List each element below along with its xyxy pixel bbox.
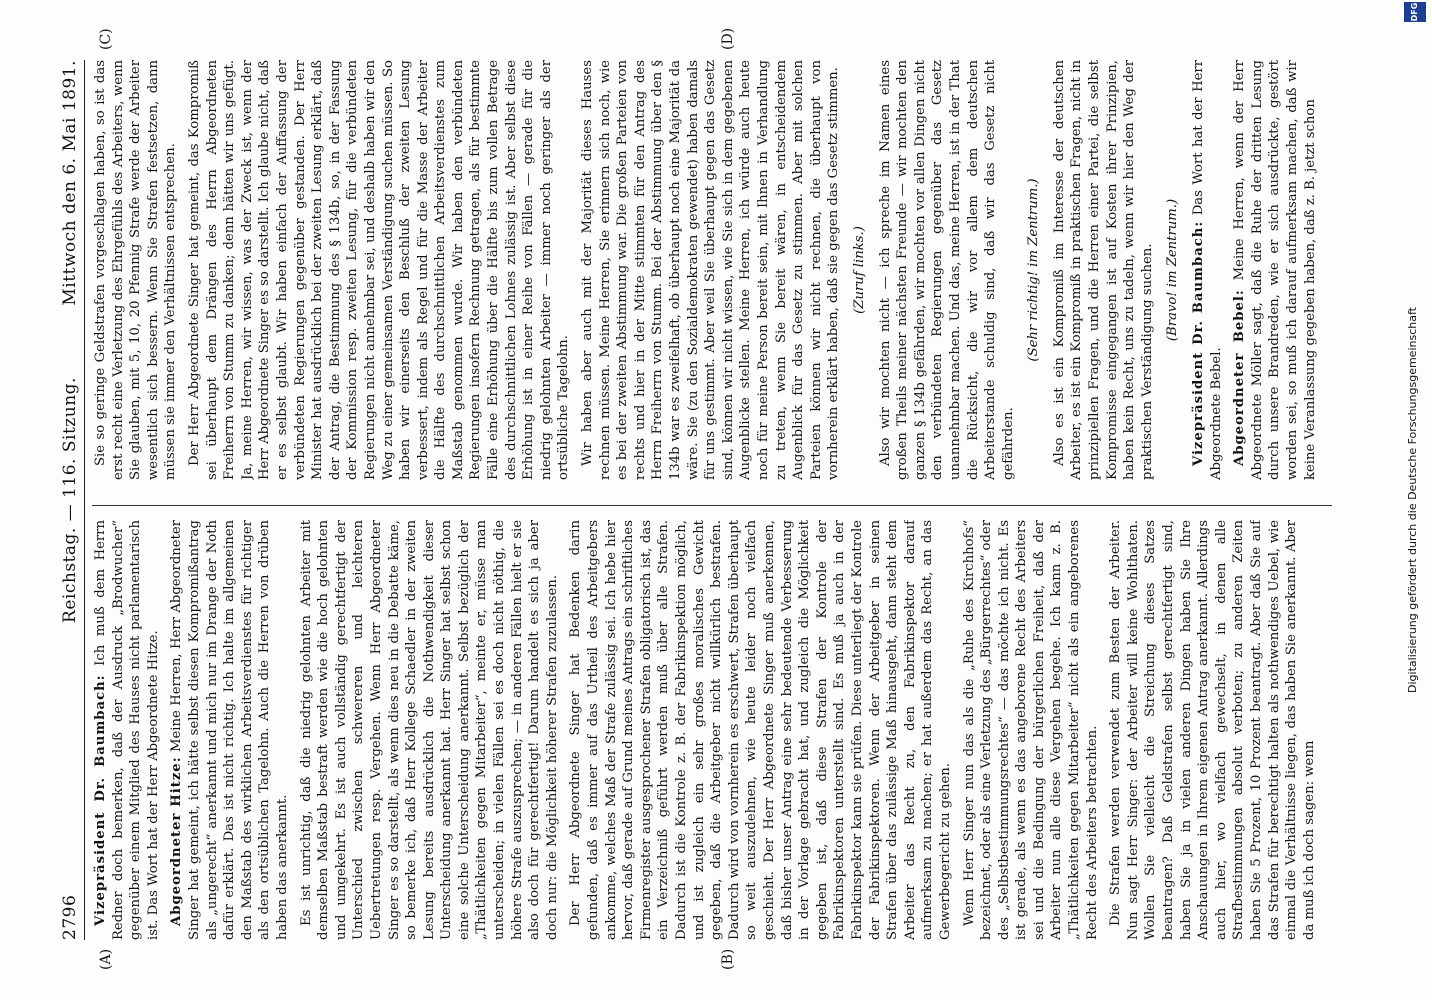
margin-mark-b: (B)	[720, 948, 736, 970]
paragraph-text: Die Strafen werden verwendet zum Besten der Arbeiter. Nun sagt Herr Singer: der Arbeiter will keine Wohlthaten. Wollen Sie vielleicht die Streichung dieses Satzes beantragen? Daß Geldstrafen selbst gerechtfertigt sind, haben Sie ja in vielen anderen Dingen haben Sie Ihre Anschauungen in Ihrem eigenen Antrag anerkannt. Allerdings auch hier, wo vielfach gewechselt, in denen alle Strafbestimmungen absolut verboten; zu anderen Zeiten haben Sie 5 Prozent, 10 Prozent beantragt. Aber daß Sie auf das Strafen für berechtigt halten als nothwendiges Uebel, wie einmal die Verhältnisse liegen, das haben Sie anerkannt. Aber da muß ich doch sagen: wenn	[1108, 520, 1317, 940]
paragraph-text: Meine Herren, Herr Abgeordneter Singer hat gemeint, ich hätte selbst diesen Kompromißantrag als „ungerecht“ anerkannt und mich nur im Drange der Noth dafür erklärt. Das ist nicht richtig. Ich halte im allgemeinen den Maßstab des wirklichen Arbeitsverdienstes für richtiger als den ortsüblichen Tagelohn. Auch die Herren von drüben haben das anerkannt.	[169, 520, 290, 940]
paragraph	[1051, 60, 1157, 480]
paragraph-text: Der Herr Abgeordnete Singer hat Bedenken darin gefunden, daß es immer auf das Urtheil des Arbeitgebers ankomme, welches Maß der Strafe zulässig sei. Ich hebe hier hervor, daß gerade auf Grund meines Antrags ein schriftliches Firmenregister ausgesprochener Strafen obligatorisch ist, das ein Verzeichniß geführt werden muß über alle Strafen. Dadurch ist die Kontrole z. B. der Fabrikinspektion möglich, und ist zugleich ein sehr großes moralisches Gewicht gegeben, daß die Arbeitgeber nicht willkürlich bestrafen. Dadurch wird von vornherein es erschwert, Strafen überhaupt so weit auszudehnen, wie heute leider noch vielfach geschieht. Der Herr Abgeordnete Singer muß anerkennen, daß bisher unser Antrag eine sehr bedeutende Verbesserung in der Vorlage gebracht hat, und zugleich die Möglichkeit gegeben ist, daß diese Strafen der Kontrole der Fabrikinspektoren unterstellt sind. Es muß ja auch in der Fabrikinspektor kann sie prüfen. Diese unterliegt der Kontrole der Fabrikinspektoren. Wenn der Arbeitgeber in seinen Strafen über das zulässige Maß hinausgeht, dann steht dem Arbeiter das Recht zu, den Fabrikinspektor darauf aufmerksam zu machen; er hat außerdem das Recht, an das Gewerbegericht zu gehen.	[568, 520, 953, 940]
paragraph-text: Ich muß dem Herrn Redner doch bemerken, daß der Ausdruck „Brodwucher“ gegenüber einem Mitglied des Hauses nicht parlamentarisch ist. Das Wort hat der Herr Abgeordnete Hitze.	[93, 520, 161, 940]
paragraph	[186, 60, 573, 480]
speaker-name: Vizepräsident Dr. Baumbach:	[1191, 220, 1207, 466]
paragraph	[298, 520, 562, 940]
margin-mark-a: (A)	[98, 948, 114, 970]
paragraph-text: Also es ist ein Kompromiß im Interesse der deutschen Arbeiter, es ist ein Kompromiß in praktischen Fragen, nicht in prinzipiellen Fragen, und die Herren einer Partei, die selbst Kompromisse eingegangen ist auf Kosten ihrer Prinzipien, haben kein Recht, uns zu tadeln, wenn wir hier den Weg der praktischen Verständigung suchen.	[1051, 60, 1155, 480]
margin-mark-d: (D)	[720, 27, 736, 50]
paragraph	[1190, 60, 1225, 480]
page-number: 2796	[60, 894, 80, 940]
speaker-name: Vizepräsident Dr. Baumbach:	[93, 674, 108, 926]
paragraph-text: Meine Herren, wenn der Herr Abgeordnete Möller sagt, daß die Ruhe der dritten Lesung durch unsere Brandreden, wie er sich ausdrückte, gestört worden sei, so muß ich darauf aufmerksam machen, daß wir keine Veranlassung gegeben haben, daß z. B. jetzt schon	[1232, 60, 1318, 480]
paragraph	[92, 60, 180, 480]
interjection	[1164, 60, 1182, 480]
speaker-name: Abgeordneter Bebel:	[1232, 289, 1248, 466]
margin-mark-c: (C)	[98, 28, 114, 50]
paragraph-text: (Zuruf links.)	[851, 226, 867, 314]
paragraph-text: (Bravo! im Zentrum.)	[1165, 198, 1181, 342]
paragraph	[877, 60, 1018, 480]
session-title: Reichstag. — 116. Sitzung.	[60, 377, 80, 623]
paragraph-text: Wenn Herr Singer nun das als die „Ruhe des Kirchhofs“ bezeichnet, oder als eine Verletzung des „Bürgerrechtes“ oder des „Selbstbestimmungsrechtes“ — das möchte ich nicht. Es ist gerade, als wenn es das angeborene Recht des Arbeiters sei und die Bedingung der bürgerlichen Freiheit, daß der Arbeiter nun alle diese Vergehen begehe. Ich kann z. B. „Thätlichkeiten gegen Mitarbeiter“ nicht als ein angeborenes Recht des Arbeiters betrachten.	[961, 520, 1100, 940]
paragraph-text: Also wir mochten nicht — ich spreche im Namen eines großen Theils meiner nächsten Freunde — wir mochten den ganzen § 134b gefährden, wir mochten vor allen Dingen nicht den verbündeten Regierungen gegenüber das Gesetz unannehmbar machen. Und das, meine Herren, ist in der That die Rücksicht, die wir vor allem dem deutschen Arbeiterstande schuldig sind, daß wir das Gesetz nicht gefährden.	[877, 60, 1016, 480]
paragraph-text: Wir haben aber auch mit der Majorität dieses Hauses rechnen müssen. Meine Herren, Sie erinnern sich noch, wie es bei der zweiten Abstimmung war. Die großen Parteien von rechts und hier in der Mitte stimmten für den Antrag des Herrn Freiherrn von Stumm. Bei der Abstimmung über den § 134b war es zweifelhaft, ob überhaupt noch eine Majorität da wäre. Sie (zu den Sozialdemokraten gewendet) haben damals für uns gestimmt. Aber weil Sie überhaupt gegen das Gesetz sind, können wir nicht wissen, wie Sie sich in dem gegebenen Augenblicke stellen. Meine Herren, ich würde auch heute noch für meine Person bereit sein, mit Ihnen in Verhandlung zu treten, wenn Sie bereit wären, in entscheidendem Augenblick für das Gesetz zu stimmen. Aber mit solchen Parteien können wir nicht rechnen, die überhaupt von vornherein erklärt haben, daß sie gegen das Gesetz stimmen.	[580, 60, 842, 480]
paragraph	[1231, 60, 1319, 480]
interjection	[851, 60, 869, 480]
interjection	[1025, 60, 1043, 480]
paragraph-text: (Sehr richtig! im Zentrum.)	[1026, 178, 1042, 362]
paragraph	[1107, 520, 1318, 940]
speaker-name: Abgeordneter Hitze:	[169, 756, 185, 926]
paragraph-text: Der Herr Abgeordnete Singer hat gemeint, das Kompromiß sei überhaupt dem Drängen des Herrn Abgeordneten Freiherrn von Stumm zu danken; denn hätten wir uns gefügt. Ja, meine Herren, wir wissen, was der Zweck ist, wenn der Herr Abgeordnete Singer es so darstellt. Ich glaube nicht, daß er es selbst glaubt. Wir haben einfach der Auffassung der verbündeten Regierungen gegenüber gestanden. Der Herr Minister hat ausdrücklich bei der zweiten Lesung erklärt, daß der Antrag, die Bestimmung des § 134b, so, in der Fassung der Kommission resp. zweiten Lesung, für die verbündeten Regierungen nicht annehmbar sei, und deshalb haben wir den Weg zu einer gemeinsamen Verständigung suchen müssen. So haben wir einerseits den Beschluß der zweiten Lesung verbessert, indem als Regel und für die Masse der Arbeiter die Hälfte des durchschnittlichen Arbeitsverdienstes zum Maßstab genommen wurde. Wir haben den verbündeten Regierungen insofern Rechnung getragen, als für bestimmte Fälle eine Erhöhung über die Hälfte bis zum vollen Betrage des durchschnittlichen Lohnes zulässig ist. Aber selbst diese Erhöhung ist in einer Reihe von Fällen — gerade für die niedrig gelohnten Arbeiter — immer noch geringer als der ortsübliche Tagelohn.	[186, 60, 572, 480]
page-header	[56, 60, 85, 940]
dfg-logo: DFG	[1404, 2, 1426, 22]
paragraph	[579, 60, 843, 480]
paragraph	[567, 520, 954, 940]
paragraph	[92, 520, 162, 940]
paragraph-text: Es ist unrichtig, daß die niedrig gelohnten Arbeiter mit demselben Maßstab bestraft werden wie die hoch gelohnten und umgekehrt. Es ist auch vollständig gerechtfertigt der Unterschied zwischen schwereren und leichteren Uebertretungen resp. Vergehen. Wenn Herr Abgeordneter Singer es so darstellt, als wenn dies neu in die Debatte käme, so bemerke ich, daß Herr Kollege Schaedler in der zweiten Lesung bereits ausdrücklich die Nothwendigkeit dieser Unterscheidung anerkannt hat. Herr Singer hat selbst schon eine solche Unterscheidung anerkannt. Selbst bezüglich der „Thätlichkeiten gegen Mitarbeiter“, meinte er, müsse man unterscheiden; in vielen Fällen sei es doch nicht nöthig, die höhere Strafe auszusprechen; — in anderen Fällen hielt er sie also doch für gerechtfertigt! Darum handelt es sich ja aber doch nur: die Möglichkeit höherer Strafen zuzulassen.	[298, 520, 560, 940]
paragraph-text: Sie so geringe Geldstrafen vorgeschlagen haben, so ist das erst recht eine Verletzung des Ehrgefühls des Arbeiters, wenn Sie glauben, mit 5, 10, 20 Pfennig Strafe werde der Arbeiter wesentlich sich bessern. Wenn Sie Strafen festsetzen, dann müssen sie immer den Verhältnissen entsprechen.	[93, 60, 179, 480]
column-divider	[92, 505, 1332, 506]
paragraph	[168, 520, 291, 940]
paragraph-text: Das Wort hat der Herr Abgeordnete Bebel.	[1191, 60, 1224, 480]
left-text-column	[92, 520, 1332, 940]
session-date: Mittwoch den 6. Mai 1891.	[60, 60, 80, 306]
paragraph	[961, 520, 1102, 940]
digitization-credit: Digitalisierung gefördert durch die Deutsche Forschungsgemeinschaft	[1406, 307, 1419, 693]
right-text-column	[92, 60, 1332, 480]
